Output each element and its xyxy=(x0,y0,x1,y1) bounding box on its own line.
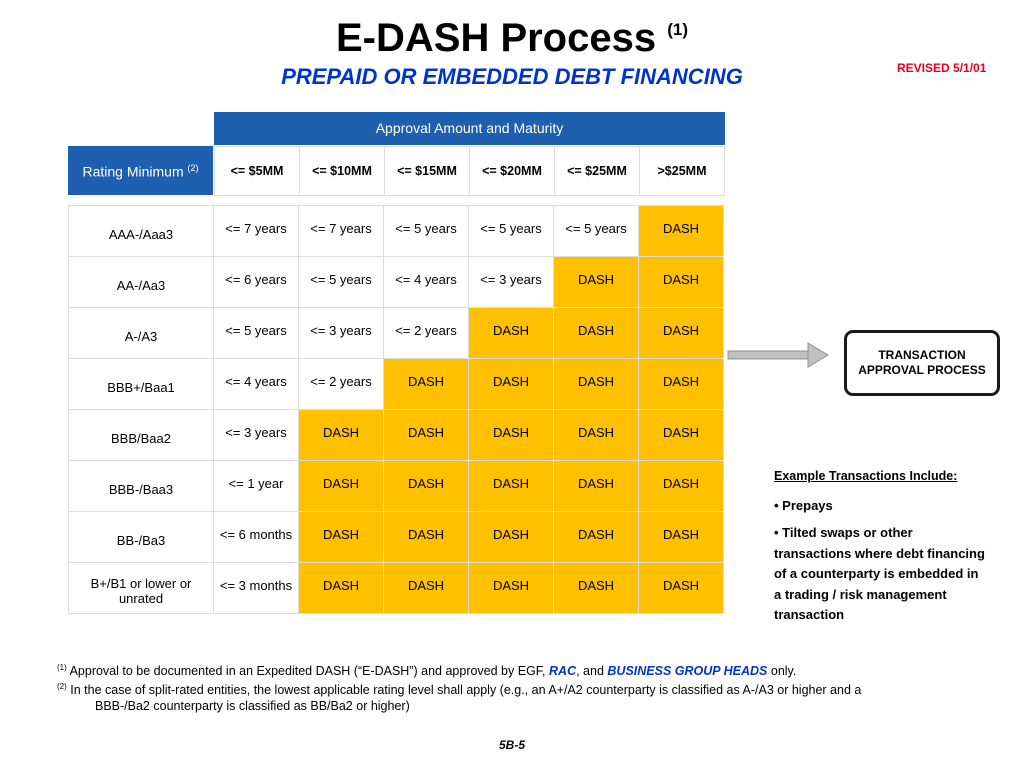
table-row xyxy=(69,308,724,359)
page-subtitle: PREPAID OR EMBEDDED DEBT FINANCING xyxy=(281,64,743,89)
rating-cell: BBB+/Baa1 xyxy=(69,359,214,410)
maturity-cell: <= 7 years xyxy=(299,206,384,257)
footnotes xyxy=(57,660,997,714)
rating-header-label: Rating Minimum xyxy=(82,163,184,180)
dash-cell: DASH xyxy=(639,461,724,512)
dash-cell: DASH xyxy=(384,410,469,461)
page-title xyxy=(0,14,1024,62)
rating-cell: BBB-/Baa3 xyxy=(69,461,214,512)
dash-cell: DASH xyxy=(554,410,639,461)
footnote-rac: RAC xyxy=(549,664,577,679)
table-row xyxy=(69,257,724,308)
footnote-2-mark: (2) xyxy=(57,682,67,692)
dash-cell: DASH xyxy=(639,206,724,257)
title-text: E-DASH Process xyxy=(335,16,657,60)
table-row xyxy=(69,512,724,563)
footnote-1 xyxy=(57,660,997,679)
dash-cell: DASH xyxy=(554,512,639,563)
table-row xyxy=(69,461,724,512)
amount-header-cell: <= $25MM xyxy=(555,147,640,196)
dash-cell: DASH xyxy=(299,563,384,614)
page-number: 5B-5 xyxy=(498,738,525,752)
maturity-cell: <= 5 years xyxy=(299,257,384,308)
rating-cell: B+/B1 or lower or unrated xyxy=(69,563,214,614)
maturity-cell: <= 4 years xyxy=(384,257,469,308)
footnote-business-group-heads: BUSINESS GROUP HEADS xyxy=(607,664,768,679)
dash-cell: DASH xyxy=(639,257,724,308)
dash-cell: DASH xyxy=(299,461,384,512)
approval-matrix xyxy=(68,205,724,614)
dash-cell: DASH xyxy=(469,410,554,461)
maturity-cell: <= 5 years xyxy=(214,308,299,359)
rating-footnote-mark: (2) xyxy=(187,163,199,174)
footnote-2 xyxy=(57,679,997,698)
dash-cell: DASH xyxy=(384,359,469,410)
arrow-right-icon xyxy=(726,340,836,370)
dash-cell: DASH xyxy=(554,563,639,614)
dash-cell: DASH xyxy=(554,359,639,410)
table-row xyxy=(69,563,724,614)
example-transactions xyxy=(774,466,989,633)
dash-cell: DASH xyxy=(639,512,724,563)
maturity-cell: <= 3 months xyxy=(214,563,299,614)
rating-cell: A-/A3 xyxy=(69,308,214,359)
table-row xyxy=(69,359,724,410)
amount-header-cell: <= $20MM xyxy=(470,147,555,196)
maturity-cell: <= 5 years xyxy=(469,206,554,257)
amount-header-cell: >$25MM xyxy=(640,147,725,196)
maturity-cell: <= 6 years xyxy=(214,257,299,308)
maturity-cell: <= 4 years xyxy=(214,359,299,410)
transaction-approval-process-box xyxy=(844,330,1000,396)
footnote-and: , and xyxy=(576,664,604,679)
footnote-1-mark: (1) xyxy=(57,663,67,672)
amount-header-cell: <= $15MM xyxy=(385,147,470,196)
rating-cell: BB-/Ba3 xyxy=(69,512,214,563)
maturity-cell: <= 7 years xyxy=(214,206,299,257)
maturity-cell: <= 6 months xyxy=(214,512,299,563)
footnote-1-text: Approval to be documented in an Expedited DASH (“E-DASH”) and approved by EGF, xyxy=(69,664,546,679)
maturity-cell: <= 2 years xyxy=(299,359,384,410)
amount-header-row xyxy=(214,146,725,196)
examples-title: Example Transactions Include: xyxy=(774,469,958,483)
maturity-cell: <= 3 years xyxy=(214,410,299,461)
process-box-label: TRANSACTION APPROVAL PROCESS xyxy=(858,348,986,377)
example-item: • Prepays xyxy=(774,497,833,513)
title-footnote-mark: (1) xyxy=(667,20,689,39)
dash-cell: DASH xyxy=(639,410,724,461)
maturity-cell: <= 3 years xyxy=(469,257,554,308)
rating-minimum-header xyxy=(68,146,213,195)
maturity-cell: <= 2 years xyxy=(384,308,469,359)
amount-header-cell: <= $10MM xyxy=(300,147,385,196)
footnote-2-text: In the case of split-rated entities, the lowest applicable rating level shall apply (e.g., an A+/A2 counterparty is classified as A-/A3 or higher and a xyxy=(70,683,862,698)
dash-cell: DASH xyxy=(469,563,554,614)
dash-cell: DASH xyxy=(639,308,724,359)
dash-cell: DASH xyxy=(299,410,384,461)
maturity-cell: <= 1 year xyxy=(214,461,299,512)
example-item: • Tilted swaps or other transactions where debt financing of a counterparty is embedded in a trading / risk management transaction xyxy=(774,525,985,622)
footnote-1-end: only. xyxy=(770,664,797,679)
dash-cell: DASH xyxy=(469,461,554,512)
dash-cell: DASH xyxy=(384,563,469,614)
approval-header: Approval Amount and Maturity xyxy=(214,112,725,145)
maturity-cell: <= 3 years xyxy=(299,308,384,359)
dash-cell: DASH xyxy=(299,512,384,563)
rating-cell: BBB/Baa2 xyxy=(69,410,214,461)
amount-header-cell: <= $5MM xyxy=(215,147,300,196)
maturity-cell: <= 5 years xyxy=(384,206,469,257)
dash-cell: DASH xyxy=(469,359,554,410)
rating-cell: AAA-/Aaa3 xyxy=(69,206,214,257)
dash-cell: DASH xyxy=(639,563,724,614)
dash-cell: DASH xyxy=(384,512,469,563)
dash-cell: DASH xyxy=(554,308,639,359)
maturity-cell: <= 5 years xyxy=(554,206,639,257)
dash-cell: DASH xyxy=(469,308,554,359)
revised-date: REVISED 5/1/01 xyxy=(897,61,987,75)
rating-cell: AA-/Aa3 xyxy=(69,257,214,308)
table-row xyxy=(69,206,724,257)
dash-cell: DASH xyxy=(469,512,554,563)
dash-cell: DASH xyxy=(554,257,639,308)
dash-cell: DASH xyxy=(554,461,639,512)
footnote-2-continuation: BBB-/Ba2 counterparty is classified as BB/Ba2 or higher) xyxy=(95,699,410,714)
dash-cell: DASH xyxy=(639,359,724,410)
dash-cell: DASH xyxy=(384,461,469,512)
table-row xyxy=(69,410,724,461)
